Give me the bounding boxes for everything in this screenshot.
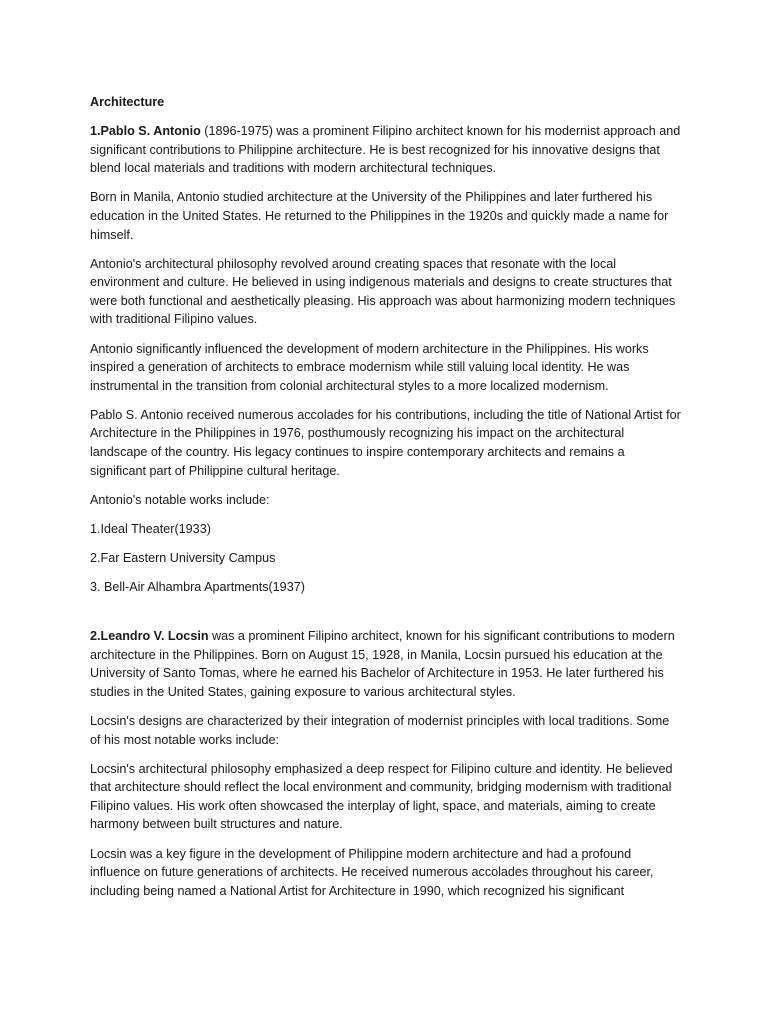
works-list-item: 2.Far Eastern University Campus bbox=[90, 550, 276, 565]
section1-paragraph: Pablo S. Antonio received numerous accolades for his contributions, including the title of National Artist for Architecture in the Philippines in 1976, posthumously recognizing his impact on the architectural landscape of the country. His legacy continues to inspire contemporary architects and remains a significant part of Philippine cultural heritage. bbox=[90, 407, 681, 478]
section2-intro-paragraph bbox=[90, 627, 682, 701]
section2-intro-text: was a prominent Filipino architect, known for his significant contributions to modern architecture in the Philippines. Born on August 15, 1928, in Manila, Locsin pursued his education at the University of Santo Tomas, where he earned his Bachelor of Architecture in 1953. He later furthered his studies in the United States, gaining exposure to various architectural styles. bbox=[90, 629, 675, 699]
section1-paragraph: Antonio significantly influenced the development of modern architecture in the Philippines. His works inspired a generation of architects to embrace modernism while still valuing local identity. He was instrumental in the transition from colonial architectural styles to a more localized modernism. bbox=[90, 341, 649, 393]
document-page bbox=[90, 93, 682, 911]
section1-intro-paragraph bbox=[90, 122, 682, 178]
section1-works-intro: Antonio's notable works include: bbox=[90, 492, 270, 507]
section2-paragraph: Locsin's architectural philosophy emphasized a deep respect for Filipino culture and identity. He believed that architecture should reflect the local environment and community, bridging modernism with traditional Filipino values. His work often showcased the interplay of light, space, and materials, aiming to create harmony between built structures and nature. bbox=[90, 761, 673, 832]
section2-paragraph: Locsin's designs are characterized by their integration of modernist principles with local traditions. Some of his most notable works include: bbox=[90, 713, 670, 747]
section1-paragraph: Antonio's architectural philosophy revolved around creating spaces that resonate with the local environment and culture. He believed in using indigenous materials and designs to create structures that were both functional and aesthetically pleasing. His approach was about harmonizing modern techniques with traditional Filipino values. bbox=[90, 256, 676, 327]
works-list-item: 3. Bell-Air Alhambra Apartments(1937) bbox=[90, 579, 305, 594]
section1-heading: 1.Pablo S. Antonio bbox=[90, 124, 201, 139]
document-title: Architecture bbox=[90, 95, 165, 109]
section2-heading: 2.Leandro V. Locsin bbox=[90, 629, 209, 644]
section1-paragraph: Born in Manila, Antonio studied architecture at the University of the Philippines and later furthered his education in the United States. He returned to the Philippines in the 1920s and quickly made a name for himself. bbox=[90, 190, 669, 242]
section-spacer bbox=[90, 607, 682, 627]
works-list-item: 1.Ideal Theater(1933) bbox=[90, 521, 211, 536]
section2-paragraph: Locsin was a key figure in the development of Philippine modern architecture and had a profound influence on future generations of architects. He received numerous accolades throughout his career, including being named a National Artist for Architecture in 1990, which recognized his significant bbox=[90, 846, 654, 898]
section1-intro-text: (1896-1975) was a prominent Filipino architect known for his modernist approach and significant contributions to Philippine architecture. He is best recognized for his innovative designs that blend local materials and traditions with modern architectural techniques. bbox=[90, 124, 681, 176]
